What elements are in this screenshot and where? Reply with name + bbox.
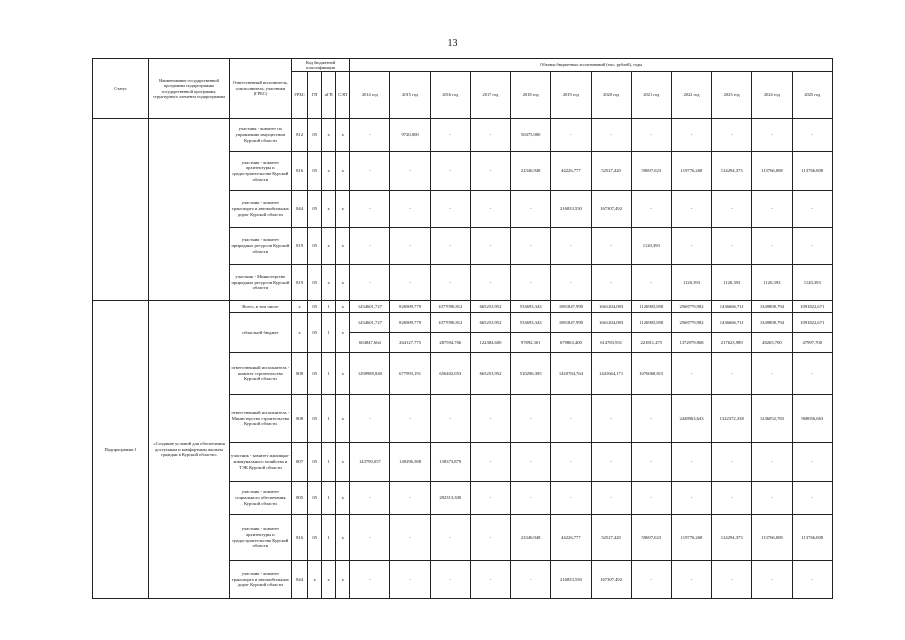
value-cell-2024: 1349808,794 (752, 301, 792, 313)
value-cell-2017: - (470, 119, 510, 152)
value-cell-2017: - (470, 191, 510, 228)
value-cell-2014: - (350, 515, 390, 561)
value-cell-2021: 1126905,858 (631, 301, 671, 313)
value-cell-2020: - (591, 395, 631, 443)
value-cell-2023: - (712, 228, 752, 265)
year-header-2015: 2015 год (390, 72, 430, 119)
value-cell-2020: 167307,492 (591, 191, 631, 228)
value-cell-2025: 968056,663 (792, 395, 832, 443)
value-cell-2023: - (712, 443, 752, 482)
value-cell-2021: 1126905,858 (631, 313, 671, 333)
value-cell-2024: 1349808,794 (752, 313, 792, 333)
value-cell-2019: - (551, 443, 591, 482)
subprogram-status: Подпрограмма 1 (93, 301, 149, 599)
value-cell-2023: - (712, 191, 752, 228)
value-cell-2017: 665253,952 (470, 301, 510, 313)
value-cell-2023: 124294,373 (712, 152, 752, 191)
value-cell-2014: - (350, 395, 390, 443)
pgp-cell: х (322, 228, 336, 265)
value-cell-2018: - (511, 443, 551, 482)
value-cell-2021: - (631, 443, 671, 482)
value-cell-2022: - (671, 191, 711, 228)
gp-cell: 05 (308, 265, 322, 301)
se-cell: х (336, 561, 350, 599)
value-cell-2018: 510296,395 (511, 353, 551, 395)
header-program-name: Наименование государственной программы подпрограммы государственной программы, структурного элемента подпрограммы (149, 59, 229, 119)
value-cell-2015: 149296,588 (390, 443, 430, 482)
value-cell-2024: 113766,008 (752, 515, 792, 561)
gp-cell: 05 (308, 395, 322, 443)
page-number: 13 (447, 38, 458, 49)
value-cell-2022: - (671, 228, 711, 265)
year-header-2016: 2016 год (430, 72, 470, 119)
value-cell-2024: - (752, 443, 792, 482)
value-cell-2018: - (511, 265, 551, 301)
executor-cell: ответственный исполнитель - Министерство строительства Курской области (229, 395, 291, 443)
value-cell-2020: 52527,420 (591, 515, 631, 561)
se-cell: х (336, 395, 350, 443)
header-se: СЭП (336, 72, 350, 119)
value-cell-2016: 138373,879 (430, 443, 470, 482)
value-cell-2024: - (752, 353, 792, 395)
se-cell: х (336, 152, 350, 191)
value-cell-2023: - (712, 119, 752, 152)
value-cell-2019: 216833,550 (551, 191, 591, 228)
se-cell: х (336, 515, 350, 561)
header-pgp: пГП (322, 72, 336, 119)
value-cell-2018: 22346,948 (511, 152, 551, 191)
pgp-cell: 1 (322, 353, 336, 395)
value-cell-2025: - (792, 228, 832, 265)
value-cell-2021: - (631, 395, 671, 443)
value-cell-2017: - (470, 482, 510, 515)
se-cell: х (336, 228, 350, 265)
value-cell-2020: - (591, 482, 631, 515)
budget-table (92, 58, 833, 599)
value-cell-2017: - (470, 561, 510, 599)
value-cell-2025: 1120,393 (792, 265, 832, 301)
value-cell-2021: - (631, 482, 671, 515)
grbs-cell: 808 (292, 395, 308, 443)
value-cell-2018: 97892,301 (511, 333, 551, 353)
value-cell-2014: - (350, 152, 390, 191)
value-cell-2020: - (591, 443, 631, 482)
value-cell-2019: - (551, 395, 591, 443)
value-cell-2024: 1236052,783 (752, 395, 792, 443)
year-header-2019: 2019 год (551, 72, 591, 119)
value-cell-2016: 287594,706 (430, 333, 470, 353)
value-cell-2018: 533693,343 (511, 301, 551, 313)
gp-cell: 05 (308, 313, 322, 353)
value-cell-2016: 1077090,812 (430, 313, 470, 333)
value-cell-2015: - (390, 228, 430, 265)
executor-cell: участник - комитет жилищно-коммунального хозяйства и ТЭК Курской области (229, 443, 291, 482)
value-cell-2021: - (631, 191, 671, 228)
value-cell-2016: - (430, 561, 470, 599)
value-cell-2018: 533693,343 (511, 313, 551, 333)
executor-cell: участник - комитет транспорта и автомобильных дорог Курской области (229, 561, 291, 599)
value-cell-2025: 113766,008 (792, 515, 832, 561)
value-cell-2014: - (350, 265, 390, 301)
value-cell-2016: 656402,053 (430, 353, 470, 395)
gp-cell: 05 (308, 353, 322, 395)
year-header-2024: 2024 год (752, 72, 792, 119)
value-cell-2024: - (752, 119, 792, 152)
table-row (93, 119, 833, 152)
executor-cell: участник - комитет архитектуры и градостроительства Курской области (229, 152, 291, 191)
value-cell-2015: - (390, 561, 430, 599)
value-cell-2025: 1091822,671 (792, 313, 832, 333)
value-cell-2016: - (430, 515, 470, 561)
gp-cell: 05 (308, 443, 322, 482)
value-cell-2016: - (430, 191, 470, 228)
value-cell-2016: - (430, 119, 470, 152)
value-cell-2019: 1081847,990 (551, 301, 591, 313)
value-cell-2019: 1420784,764 (551, 353, 591, 395)
grbs-cell: 819 (292, 228, 308, 265)
value-cell-2014: 1290989,840 (350, 353, 390, 395)
subprogram-name: «Создание условий для обеспечения доступным и комфортным жильем граждан в Курской области» (149, 301, 229, 599)
value-cell-2022: - (671, 353, 711, 395)
value-cell-2016: - (430, 395, 470, 443)
value-cell-2015: 826909,779 (390, 301, 430, 313)
year-header-2025: 2025 год (792, 72, 832, 119)
value-cell-2017: - (470, 515, 510, 561)
gp-cell: 05 (308, 191, 322, 228)
value-cell-2019: 44226,777 (551, 515, 591, 561)
value-cell-2021: 1076068,815 (631, 353, 671, 395)
value-cell-2022: 1372979,868 (671, 333, 711, 353)
value-cell-2015: - (390, 191, 430, 228)
value-cell-2020: 52527,420 (591, 152, 631, 191)
value-cell-2024: 1120,393 (752, 265, 792, 301)
header-executor: Ответственный исполнитель, соисполнитель, участники (ГРБС) (229, 59, 291, 119)
pgp-cell: 1 (322, 395, 336, 443)
executor-cell: участник - комитет по управлению имуществом Курской области (229, 119, 291, 152)
value-cell-2017: - (470, 265, 510, 301)
value-cell-2018: 22346,948 (511, 515, 551, 561)
program-name-cell-empty (149, 119, 229, 301)
value-cell-2022: 2568779,982 (671, 301, 711, 313)
gp-cell: 05 (308, 228, 322, 265)
pgp-cell: 1 (322, 482, 336, 515)
value-cell-2016: - (430, 152, 470, 191)
value-cell-2020: 167307,492 (591, 561, 631, 599)
pgp-cell: х (322, 191, 336, 228)
value-cell-2022: - (671, 443, 711, 482)
se-cell: х (336, 191, 350, 228)
executor-cell: участник - комитет социального обеспечения Курской области (229, 482, 291, 515)
se-cell: х (336, 301, 350, 313)
value-cell-2017: 665253,952 (470, 313, 510, 333)
executor-cell: участник - комитет транспорта и автомобильных дорог Курской области (229, 191, 291, 228)
gp-cell: х (308, 561, 322, 599)
value-cell-2017: 665253,952 (470, 353, 510, 395)
gp-cell: 05 (308, 515, 322, 561)
value-cell-2025: 113766,008 (792, 152, 832, 191)
pgp-cell: 1 (322, 443, 336, 482)
value-cell-2023: 1322372,338 (712, 395, 752, 443)
value-cell-2015: 677993,191 (390, 353, 430, 395)
executor-cell: участник - комитет архитектуры и градостроительства Курской области (229, 515, 291, 561)
grbs-cell: 805 (292, 482, 308, 515)
year-header-2022: 2022 год (671, 72, 711, 119)
se-cell: х (336, 353, 350, 395)
executor-cell: участник - Министерство природных ресурсов Курской области (229, 265, 291, 301)
value-cell-2014: 604847,664 (350, 333, 390, 353)
value-cell-2017: - (470, 395, 510, 443)
value-cell-2019: 216833,550 (551, 561, 591, 599)
value-cell-2022: - (671, 119, 711, 152)
header-budget-code: Код бюджетной классификации (292, 59, 350, 72)
gp-cell: 05 (308, 482, 322, 515)
header-expenses: Объемы бюджетных ассигнований (тыс. рублей), годы (350, 59, 833, 72)
value-cell-2019: 1081847,990 (551, 313, 591, 333)
value-cell-2025: 47997,700 (792, 333, 832, 353)
value-cell-2020: 1441664,171 (591, 353, 631, 395)
value-cell-2025: - (792, 191, 832, 228)
header-grbs: ГРБС (292, 72, 308, 119)
value-cell-2016: 282313,300 (430, 482, 470, 515)
value-cell-2016: - (430, 228, 470, 265)
se-cell: х (336, 265, 350, 301)
value-cell-2025: 1091822,671 (792, 301, 832, 313)
grbs-cell: 812 (292, 119, 308, 152)
value-cell-2023: 1120,393 (712, 265, 752, 301)
pgp-cell: х (322, 119, 336, 152)
grbs-cell: 844 (292, 191, 308, 228)
value-cell-2017: - (470, 443, 510, 482)
pgp-cell: 1 (322, 301, 336, 313)
value-cell-2021: - (631, 265, 671, 301)
value-cell-2022: 1120,393 (671, 265, 711, 301)
value-cell-2023: 1436666,711 (712, 313, 752, 333)
gp-cell: 05 (308, 152, 322, 191)
value-cell-2015: - (390, 482, 430, 515)
value-cell-2019: - (551, 482, 591, 515)
value-cell-2018: - (511, 395, 551, 443)
value-cell-2024: - (752, 228, 792, 265)
value-cell-2022: - (671, 482, 711, 515)
value-cell-2018: - (511, 228, 551, 265)
value-cell-2017: - (470, 152, 510, 191)
value-cell-2015: 826909,779 (390, 313, 430, 333)
value-cell-2014: - (350, 482, 390, 515)
year-header-2020: 2020 год (591, 72, 631, 119)
value-cell-2023: - (712, 482, 752, 515)
pgp-cell: х (322, 152, 336, 191)
year-header-2023: 2023 год (712, 72, 752, 119)
value-cell-2023: - (712, 561, 752, 599)
value-cell-2022: 2448963,643 (671, 395, 711, 443)
header-status: Статус (93, 59, 149, 119)
value-cell-2018: - (511, 482, 551, 515)
value-cell-2023: 124294,373 (712, 515, 752, 561)
value-cell-2014: - (350, 191, 390, 228)
value-cell-2023: 217623,989 (712, 333, 752, 353)
value-cell-2025: - (792, 561, 832, 599)
value-cell-2017: 122384,600 (470, 333, 510, 353)
year-header-2014: 2014 год (350, 72, 390, 119)
value-cell-2014: 143790,057 (350, 443, 390, 482)
executor-cell: Всего, в том числе (229, 301, 291, 313)
grbs-cell: х (292, 313, 308, 353)
grbs-cell: 844 (292, 561, 308, 599)
year-header-2018: 2018 год (511, 72, 551, 119)
pgp-cell: 1 (322, 313, 336, 353)
executor-cell: областной бюджет (229, 313, 291, 353)
value-cell-2025: - (792, 443, 832, 482)
se-cell: х (336, 119, 350, 152)
value-cell-2019: 679863,400 (551, 333, 591, 353)
value-cell-2022: 2568779,982 (671, 313, 711, 333)
value-cell-2018: - (511, 561, 551, 599)
grbs-cell: 816 (292, 515, 308, 561)
year-header-2021: 2021 год (631, 72, 671, 119)
value-cell-2019: - (551, 119, 591, 152)
value-cell-2022: 119776,268 (671, 152, 711, 191)
gp-cell: 05 (308, 301, 322, 313)
value-cell-2016: 1077090,812 (430, 301, 470, 313)
grbs-cell: 808 (292, 353, 308, 395)
value-cell-2017: - (470, 228, 510, 265)
value-cell-2015: 264127,775 (390, 333, 430, 353)
value-cell-2014: 1434601,727 (350, 313, 390, 333)
value-cell-2022: 119776,268 (671, 515, 711, 561)
value-cell-2021: - (631, 561, 671, 599)
value-cell-2021: 221811,475 (631, 333, 671, 353)
value-cell-2014: 1434601,727 (350, 301, 390, 313)
grbs-cell: 819 (292, 265, 308, 301)
value-cell-2020: 1661204,083 (591, 301, 631, 313)
value-cell-2024: 48265,700 (752, 333, 792, 353)
pgp-cell: 1 (322, 515, 336, 561)
header-gp: ГП (308, 72, 322, 119)
value-cell-2020: - (591, 265, 631, 301)
value-cell-2018: - (511, 191, 551, 228)
value-cell-2019: 44226,777 (551, 152, 591, 191)
value-cell-2023: - (712, 353, 752, 395)
gp-cell: 05 (308, 119, 322, 152)
grbs-cell: 807 (292, 443, 308, 482)
value-cell-2024: 113766,008 (752, 152, 792, 191)
value-cell-2024: - (752, 561, 792, 599)
grbs-cell: 816 (292, 152, 308, 191)
value-cell-2022: - (671, 561, 711, 599)
value-cell-2020: - (591, 119, 631, 152)
value-cell-2014: - (350, 119, 390, 152)
value-cell-2015: - (390, 515, 430, 561)
se-cell: х (336, 482, 350, 515)
value-cell-2019: - (551, 228, 591, 265)
value-cell-2021: 59697,023 (631, 152, 671, 191)
value-cell-2020: 1661204,083 (591, 313, 631, 333)
value-cell-2024: - (752, 191, 792, 228)
se-cell: х (336, 313, 350, 353)
value-cell-2024: - (752, 482, 792, 515)
value-cell-2021: - (631, 119, 671, 152)
value-cell-2025: - (792, 353, 832, 395)
pgp-cell: х (322, 561, 336, 599)
value-cell-2021: 1120,393 (631, 228, 671, 265)
value-cell-2015: - (390, 152, 430, 191)
value-cell-2015: - (390, 395, 430, 443)
value-cell-2018: 50475,000 (511, 119, 551, 152)
year-header-2017: 2017 год (470, 72, 510, 119)
executor-cell: участник - комитет природных ресурсов Курской области (229, 228, 291, 265)
value-cell-2014: - (350, 561, 390, 599)
table-row-total (93, 301, 833, 313)
se-cell: х (336, 443, 350, 482)
value-cell-2019: - (551, 265, 591, 301)
value-cell-2020: 614783,931 (591, 333, 631, 353)
value-cell-2023: 1436666,711 (712, 301, 752, 313)
grbs-cell: х (292, 301, 308, 313)
value-cell-2014: - (350, 228, 390, 265)
value-cell-2020: - (591, 228, 631, 265)
pgp-cell: х (322, 265, 336, 301)
executor-cell: ответственный исполнитель - комитет строительства Курской области (229, 353, 291, 395)
value-cell-2025: - (792, 119, 832, 152)
value-cell-2015: 9720,000 (390, 119, 430, 152)
value-cell-2016: - (430, 265, 470, 301)
value-cell-2025: - (792, 482, 832, 515)
status-cell-empty (93, 119, 149, 301)
value-cell-2021: 59697,023 (631, 515, 671, 561)
value-cell-2015: - (390, 265, 430, 301)
